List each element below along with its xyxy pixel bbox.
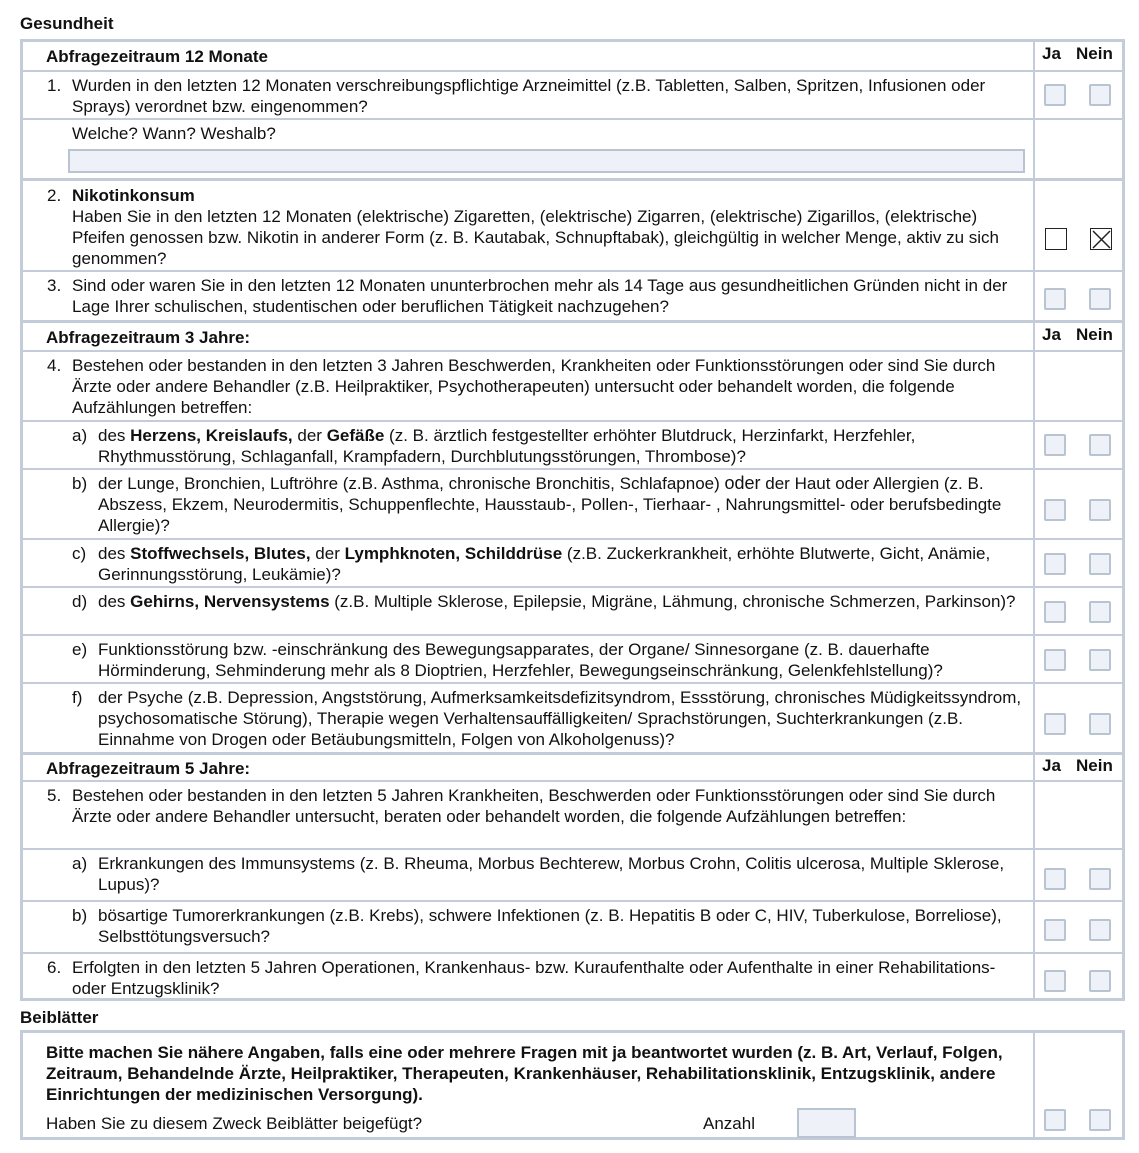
section-header-3-jahre [23, 320, 1122, 350]
checkbox-ja[interactable] [1044, 288, 1066, 310]
section-title: Abfragezeitraum 12 Monate [46, 47, 268, 66]
sub-question-letter: c) [72, 544, 87, 563]
checkbox-ja[interactable] [1044, 499, 1066, 521]
sub-question-letter: b) [72, 474, 88, 493]
checkbox-nein[interactable] [1089, 919, 1111, 941]
question-text: Erfolgten in den letzten 5 Jahren Operationen, Krankenhaus- bzw. Kuraufenthalte oder Aufenthalte in einer Rehabilitations- oder Entzugsklinik? [72, 958, 996, 998]
question-text: Sind oder waren Sie in den letzten 12 Monaten ununterbrochen mehr als 14 Tage aus gesundheitlichen Gründen nicht in der Lage Ihrer schulischen, studentischen oder beruflichen Tätigkeit nachzugehen? [72, 276, 1008, 316]
question-number: 6. [47, 958, 62, 977]
question-4a-row [23, 420, 1122, 468]
checkbox-nein[interactable] [1089, 970, 1111, 992]
sub-question-text: Funktionsstörung bzw. -einschränkung des Bewegungsapparates, der Organe/ Sinnesorgane (z. B. dauerhafte Hörminderung, Sehminderung mehr als 8 Dioptrien, Herzfehler, Bewegungseinschränkung, Gelenkfehlstellung)? [98, 640, 943, 680]
checkbox-ja[interactable] [1044, 601, 1066, 623]
question-6-row [23, 952, 1122, 1001]
checkbox-nein[interactable] [1089, 601, 1111, 623]
checkbox-nein[interactable] [1089, 499, 1111, 521]
question-title: Nikotinkonsum [72, 186, 195, 205]
question-4d-row [23, 586, 1122, 634]
section-title: Abfragezeitraum 5 Jahre: [46, 759, 251, 778]
checkbox-ja[interactable] [1044, 84, 1066, 106]
beiblaetter-instruction: Bitte machen Sie nähere Angaben, falls eine oder mehrere Fragen mit ja beantwortet wurden (z. B. Art, Verlauf, Folgen, Zeitraum, Behandelnde Ärzte, Heilpraktiker, Therapeuten, Krankenhäuser, Rehabilitationsklinik, Entzugsklinik, andere Einrichtungen der medizinischen Versorgung). [46, 1043, 1003, 1104]
checkbox-ja[interactable] [1044, 553, 1066, 575]
sub-question-letter: d) [72, 592, 88, 611]
question-4e-row [23, 634, 1122, 682]
checkbox-nein-checked[interactable] [1090, 228, 1112, 250]
column-ja-label: Ja [1042, 44, 1061, 63]
question-number: 3. [47, 276, 62, 295]
column-nein-label: Nein [1076, 325, 1113, 344]
checkbox-ja[interactable] [1044, 434, 1066, 456]
column-nein-label: Nein [1076, 44, 1113, 63]
question-1-followup-row [23, 118, 1122, 178]
question-5-row [23, 780, 1122, 848]
question-5a-row [23, 848, 1122, 900]
checkbox-nein[interactable] [1089, 1109, 1111, 1131]
sub-question-text: bösartige Tumorerkrankungen (z.B. Krebs), schwere Infektionen (z. B. Hepatitis B oder C, HIV, Tuberkulose, Borreliose), Selbsttötungsversuch? [98, 906, 1002, 946]
section-header-12-monate [23, 42, 1122, 70]
question-text: Bestehen oder bestanden in den letzten 5 Jahren Krankheiten, Beschwerden oder Funktionsstörungen oder sind Sie durch Ärzte oder andere Behandler untersucht, beraten oder behandelt worden, die folgende Aufzählungen betreffen: [72, 786, 996, 826]
checkbox-ja[interactable] [1044, 649, 1066, 671]
checkbox-nein[interactable] [1089, 868, 1111, 890]
anzahl-input[interactable] [797, 1108, 856, 1138]
question-text: Bestehen oder bestanden in den letzten 3 Jahren Beschwerden, Krankheiten oder Funktionsstörungen oder sind Sie durch Ärzte oder andere Behandler (z.B. Heilpraktiker, Psychotherapeuten) untersucht oder behandelt worden, die folgende Aufzählungen betreffen: [72, 356, 996, 417]
section-title: Abfragezeitraum 3 Jahre: [46, 328, 251, 347]
column-nein-label: Nein [1076, 756, 1113, 775]
checkbox-ja[interactable] [1045, 228, 1067, 250]
section-header-5-jahre [23, 752, 1122, 780]
checkbox-ja[interactable] [1044, 919, 1066, 941]
checkmark-x-icon [1091, 229, 1113, 251]
question-number: 2. [47, 186, 62, 205]
column-ja-label: Ja [1042, 325, 1061, 344]
question-4f-row [23, 682, 1122, 752]
sub-question-letter: b) [72, 906, 88, 925]
beiblaetter-frame [20, 1030, 1125, 1140]
sub-question-text: der Psyche (z.B. Depression, Angststörung, Aufmerksamkeitsdefizitsyndrom, Essstörung, chronisches Müdigkeitssyndrom, psychosomatische Störung), Therapie wegen Verhaltensauffälligkeiten/ Sprachstörungen, Suchterkrankungen (z.B. Einnahme von Drogen oder Betäubungsmitteln, Folgen von Alkoholgenuss)? [98, 688, 1022, 749]
question-3-row [23, 270, 1122, 320]
sub-question-text: des Gehirns, Nervensystems (z.B. Multiple Sklerose, Epilepsie, Migräne, Lähmung, chronische Schmerzen, Parkinson)? [98, 592, 1016, 611]
question-text: Wurden in den letzten 12 Monaten verschreibungspflichtige Arzneimittel (z.B. Tabletten, Salben, Spritzen, Infusionen oder Sprays) verordnet bzw. eingenommen? [72, 76, 986, 116]
checkbox-ja[interactable] [1044, 970, 1066, 992]
question-1-row [23, 70, 1122, 118]
checkbox-nein[interactable] [1089, 553, 1111, 575]
beiblaetter-question: Haben Sie zu diesem Zweck Beiblätter beigefügt? [46, 1114, 423, 1133]
question-number: 4. [47, 356, 62, 375]
question-number: 5. [47, 786, 62, 805]
question-2-row [23, 178, 1122, 270]
column-divider [1033, 1033, 1035, 1137]
checkbox-nein[interactable] [1089, 288, 1111, 310]
question-4-row [23, 350, 1122, 420]
sub-question-letter: e) [72, 640, 88, 659]
question-number: 1. [47, 76, 62, 95]
health-questions-frame [20, 39, 1125, 1001]
sub-question-letter: f) [72, 688, 83, 707]
anzahl-label: Anzahl [703, 1114, 755, 1133]
sub-question-text: Erkrankungen des Immunsystems (z. B. Rheuma, Morbus Bechterew, Morbus Crohn, Colitis ulcerosa, Multiple Sklerose, Lupus)? [98, 854, 1005, 894]
question-5b-row [23, 900, 1122, 952]
question-4b-row [23, 468, 1122, 538]
sub-question-text: der Lunge, Bronchien, Luftröhre (z.B. Asthma, chronische Bronchitis, Schlafapnoe) oder der Haut oder Allergien (z. B. Abszess, Ekzem, Neurodermitis, Schuppenflechte, Hausstaub-, Pollen-, Tierhaar- , Nahrungsmittel- oder berufsbedingte Allergie)? [98, 473, 1002, 535]
beiblaetter-heading: Beiblätter [20, 1008, 99, 1027]
page-title: Gesundheit [20, 14, 114, 33]
followup-label: Welche? Wann? Weshalb? [72, 124, 276, 143]
question-4c-row [23, 538, 1122, 586]
checkbox-ja[interactable] [1044, 868, 1066, 890]
checkbox-nein[interactable] [1089, 713, 1111, 735]
checkbox-nein[interactable] [1089, 649, 1111, 671]
column-ja-label: Ja [1042, 756, 1061, 775]
sub-question-letter: a) [72, 854, 88, 873]
followup-input[interactable] [68, 149, 1025, 173]
sub-question-text: des Herzens, Kreislaufs, der Gefäße (z. B. ärztlich festgestellter erhöhter Blutdruck, Herzinfarkt, Herzfehler, Rhythmusstörung, Schlaganfall, Krampfadern, Durchblutungsstörungen, Thrombose)? [98, 426, 916, 466]
checkbox-ja[interactable] [1044, 713, 1066, 735]
sub-question-letter: a) [72, 426, 88, 445]
question-text: Haben Sie in den letzten 12 Monaten (elektrische) Zigaretten, (elektrische) Zigarren, (elektrische) Zigarillos, (elektrische) Pfeifen genossen bzw. Nikotin in anderer Form (z. B. Kautabak, Schnupftabak), gleichgültig in welcher Menge, aktiv zu sich genommen? [72, 207, 999, 268]
checkbox-nein[interactable] [1089, 434, 1111, 456]
checkbox-ja[interactable] [1044, 1109, 1066, 1131]
sub-question-text: des Stoffwechsels, Blutes, der Lymphknoten, Schilddrüse (z.B. Zuckerkrankheit, erhöhte Blutwerte, Gicht, Anämie, Gerinnungsstörung, Leukämie)? [98, 544, 991, 584]
checkbox-nein[interactable] [1089, 84, 1111, 106]
